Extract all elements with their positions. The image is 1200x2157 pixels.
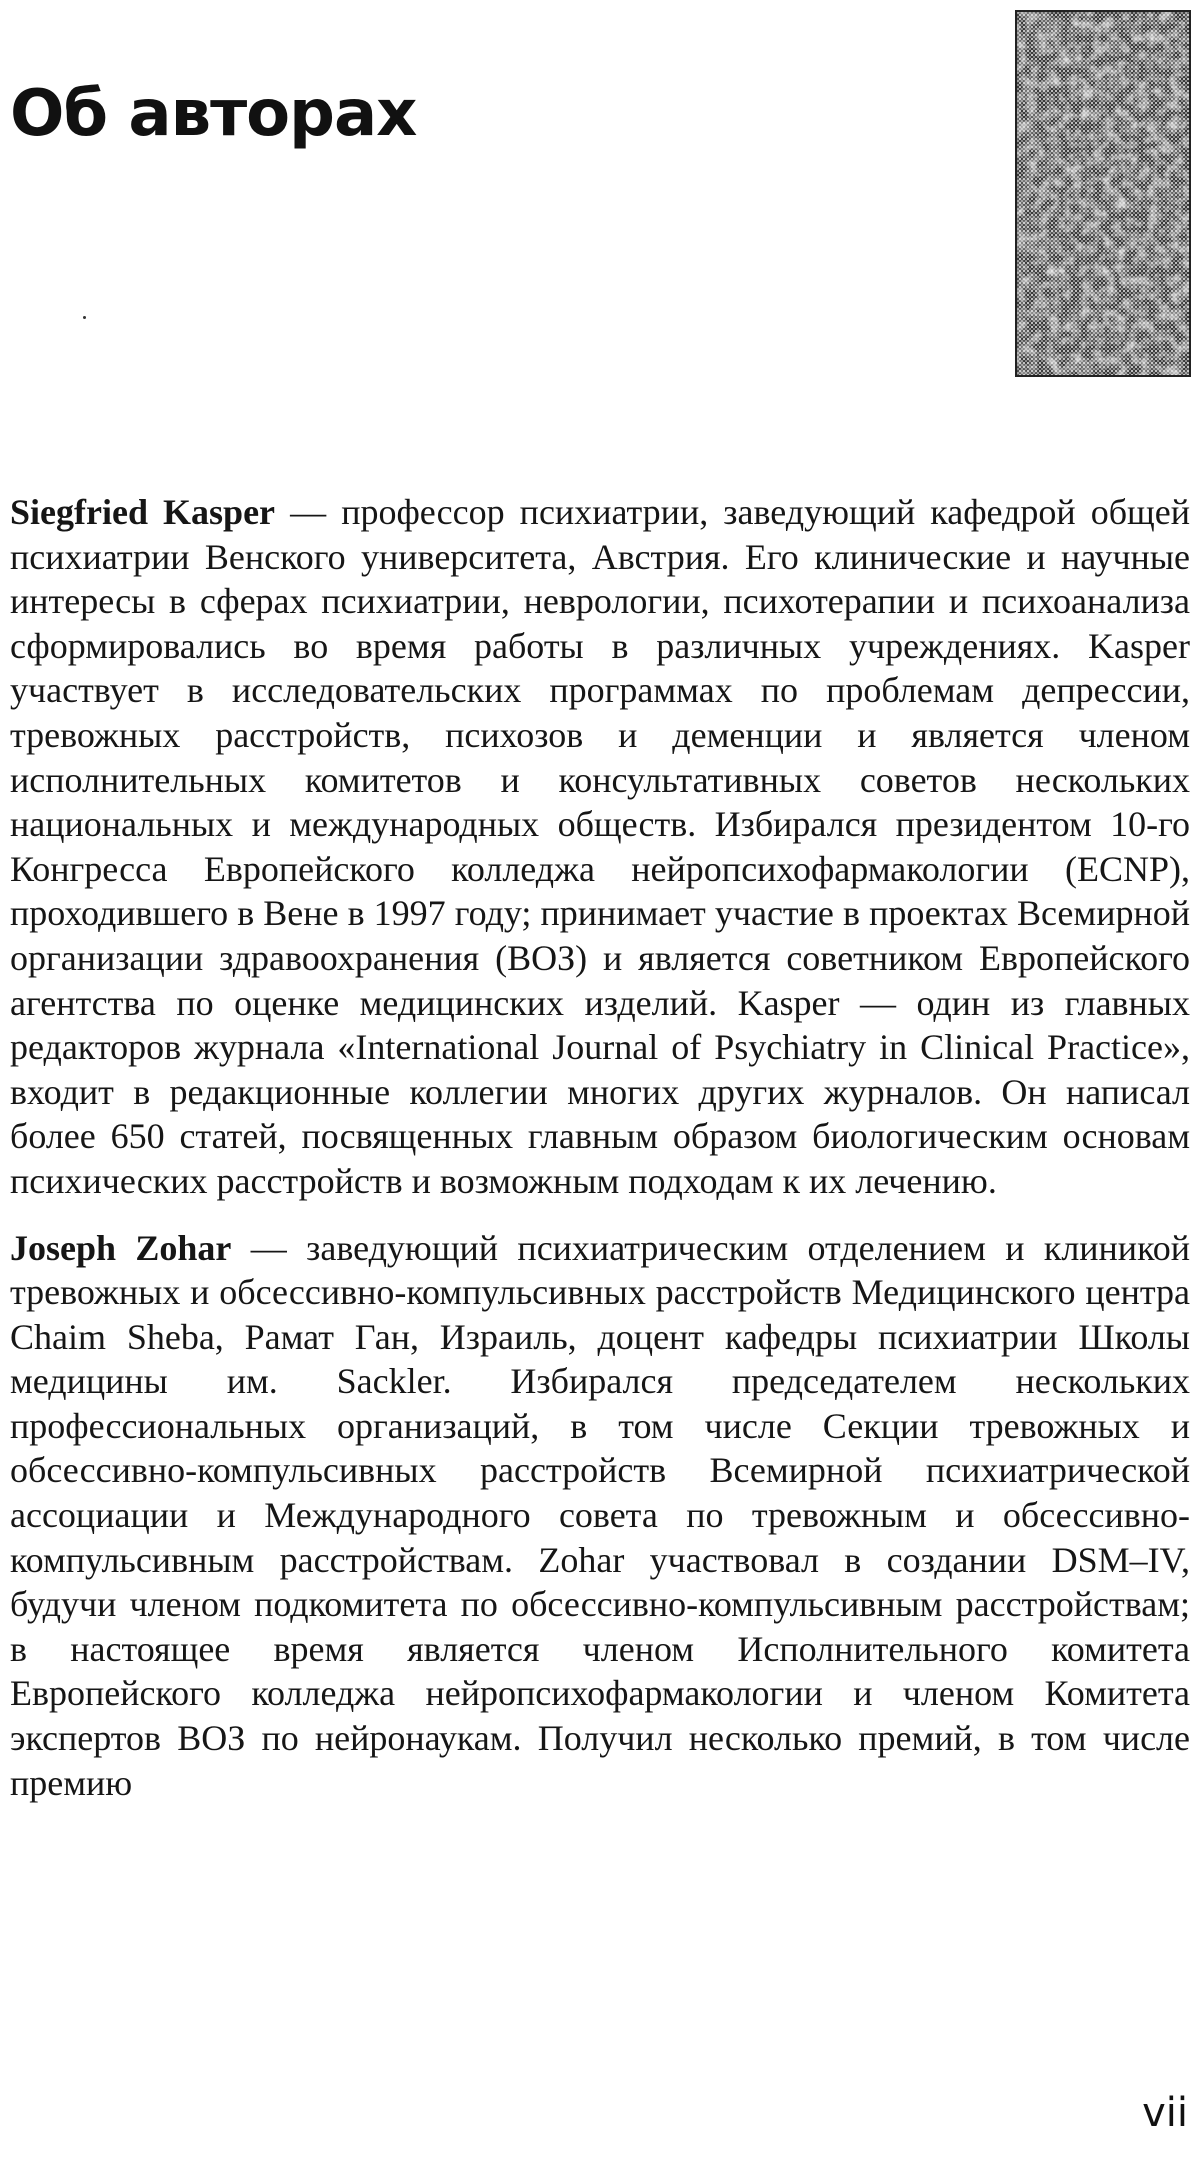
page-number: vii	[1142, 2090, 1188, 2136]
page-title: Об авторах	[10, 77, 417, 151]
bios-section	[10, 490, 1190, 1805]
decorative-texture-image	[1015, 10, 1191, 377]
bio-text: — профессор психиатрии, заведующий кафедрой общей психиатрии Венского университета, Австрия. Его клинические и научные интересы в сферах психиатрии, неврологии, психотерапии и психоанализа сформировались во время работы в различных учреждениях. Kasper участвует в исследовательских программах по проблемам депрессии, тревожных расстройств, психозов и деменции и является членом исполнительных комитетов и консультативных советов нескольких национальных и международных обществ. Избирался президентом 10-го Конгресса Европейского колледжа нейропсихофармакологии (ECNP), проходившего в Вене в 1997 году; принимает участие в проектах Всемирной организации здравоохранения (ВОЗ) и является советником Европейского агентства по оценке медицинских изделий. Kasper — один из главных редакторов журнала «International Journal of Psychiatry in Clinical Practice», входит в редакционные коллегии многих других журналов. Он написал более 650 статей, посвященных главным образом биологическим основам психических расстройств и возможным подходам к их лечению.	[10, 492, 1190, 1201]
bio-text: — заведующий психиатрическим отделением и клиникой тревожных и обсессивно-компульсивных расстройств Медицинского центра Chaim Sheba, Рамат Ган, Израиль, доцент кафедры психиатрии Школы медицины им. Sackler. Избирался председателем нескольких профессиональных организаций, в том числе Секции тревожных и обсессивно-компульсивных расстройств Всемирной психиатрической ассоциации и Международного совета по тревожным и обсессивно-компульсивным расстройствам. Zohar участвовал в создании DSM–IV, будучи членом подкомитета по обсессивно-компульсивным расстройствам; в настоящее время является членом Исполнительного комитета Европейского колледжа нейропсихофармакологии и членом Комитета экспертов ВОЗ по нейронаукам. Получил несколько премий, в том числе премию	[10, 1227, 1191, 1803]
author-name: Joseph Zohar	[10, 1227, 232, 1268]
bio-paragraph-zohar	[10, 1226, 1190, 1806]
stray-mark	[83, 316, 86, 319]
bio-paragraph-kasper	[10, 490, 1190, 1204]
author-name: Siegfried Kasper	[10, 492, 276, 532]
